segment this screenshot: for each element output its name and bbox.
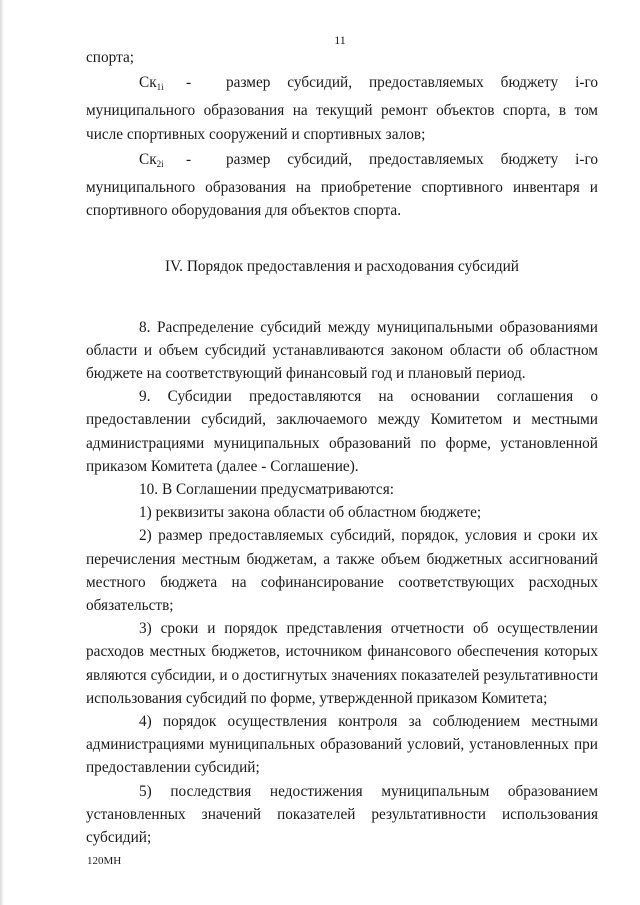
page-number: 11	[334, 33, 346, 47]
list-item-5: 5) последствия недостижения муниципальным образованием установленных значений показателей результативности использования субсидий;	[86, 782, 598, 847]
formula-symbol-subscript: 2i	[156, 158, 164, 169]
list-item-2: 2) размер предоставляемых субсидий, порядок, условия и сроки их перечисления местным бюджетам, а также объем бюджетных ассигнований местного бюджета на софинансирование соответствующих расходных обязательств;	[86, 527, 598, 615]
formula-dash: -	[186, 150, 192, 168]
formula-definition-start: размер субсидий, предоставляемых бюджету i-го	[226, 74, 598, 92]
paragraph-8: 8. Распределение субсидий между муниципальными образованиями области и объем субсидий устанавливаются законом области об областном бюджете на соответствующий финансовый год и плановый период.	[86, 318, 598, 383]
formula-symbol	[139, 148, 186, 176]
formula-definition-start: размер субсидий, предоставляемых бюджету i-го	[226, 150, 598, 168]
formula-symbol	[139, 71, 186, 99]
formula-definition-continuation: муниципального образования на текущий ремонт объектов спорта, в том числе спортивных сооружений и спортивных залов;	[86, 102, 598, 143]
formula-line-ck2	[86, 148, 598, 176]
formula-symbol-base: Ск	[139, 150, 157, 168]
list-item-4: 4) порядок осуществления контроля за соблюдением местными администрациями муниципальных образований условий, установленных при предоставлении субсидий;	[86, 713, 598, 777]
paragraph-9: 9. Субсидии предоставляются на основании соглашения о предоставлении субсидий, заключаемого между Комитетом и местными администрациями муниципальных образований по форме, установленной приказом Комитета (далее - Соглашение).	[86, 388, 598, 475]
document-body	[86, 46, 598, 849]
formula-symbol-subscript: 1i	[156, 82, 164, 93]
document-code: 120МН	[87, 855, 122, 867]
leading-text: спорта;	[86, 49, 134, 66]
list-item-3: 3) сроки и порядок представления отчетности об осуществлении расходов местных бюджетов, источником финансового обеспечения которых являются субсидии, и о достигнутых значениях показателей результативности использования субсидий по форме, утвержденной приказом Комитета;	[86, 620, 598, 707]
formula-symbol-base: Ск	[139, 74, 157, 92]
formula-dash: -	[186, 74, 192, 92]
section-heading: IV. Порядок предоставления и расходования субсидий	[165, 258, 519, 276]
scan-edge	[0, 0, 4, 905]
formula-definition-continuation: муниципального образования на приобретение спортивного инвентаря и спортивного оборудования для объектов спорта.	[86, 179, 598, 220]
formula-line-ck1	[86, 71, 598, 99]
list-item-1: 1) реквизиты закона области об областном бюджете;	[139, 504, 482, 522]
paragraph-10: 10. В Соглашении предусматриваются:	[139, 481, 394, 499]
